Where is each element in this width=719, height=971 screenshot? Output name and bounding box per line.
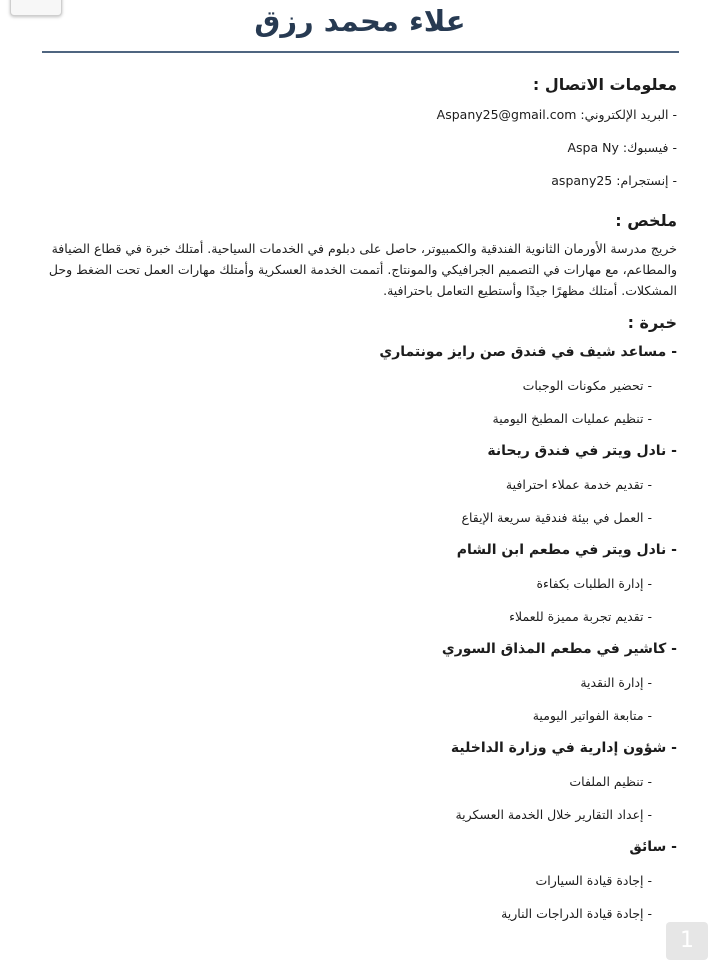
job-title: - شؤون إدارية في وزارة الداخلية (450, 740, 677, 756)
summary-heading: ملخص : (615, 211, 677, 230)
email-value[interactable]: Aspany25@gmail.com (436, 107, 577, 122)
email-label: - البريد الإلكتروني: (580, 107, 677, 122)
page-number-badge[interactable]: 1 (666, 922, 708, 960)
job-title: - كاشير في مطعم المذاق السوري (441, 641, 677, 657)
contact-facebook (42, 131, 677, 164)
job-task: - تقديم خدمة عملاء احترافية (505, 477, 652, 492)
job-task: - تقديم تجربة مميزة للعملاء (509, 609, 652, 624)
job-task: - متابعة الفواتير اليومية (532, 708, 652, 723)
job-task: - إدارة النقدية (580, 675, 652, 690)
job-title: - سائق (629, 839, 677, 855)
contact-instagram (42, 164, 677, 197)
job-task: - تحضير مكونات الوجبات (522, 378, 652, 393)
job-task: - تنظيم الملفات (569, 774, 652, 789)
contact-list (42, 98, 677, 197)
experience-heading: خبرة : (627, 313, 677, 332)
title-divider (42, 51, 679, 53)
job-task: - تنظيم عمليات المطبخ اليومية (492, 411, 652, 426)
instagram-label: - إنستجرام: (616, 173, 677, 188)
job-task: - إدارة الطلبات بكفاءة (536, 576, 652, 591)
contact-email (42, 98, 677, 131)
resume-body (42, 66, 677, 930)
job-task: - العمل في بيئة فندقية سريعة الإيقاع (461, 510, 652, 525)
job-task: - إجادة قيادة الدراجات النارية (501, 906, 652, 921)
job-title: - نادل ويتر في فندق ريحانة (487, 443, 677, 459)
experience-list (42, 336, 677, 930)
resume-name: علاء محمد رزق (254, 4, 466, 38)
job-title: - مساعد شيف في فندق صن رايز مونتماري (379, 344, 677, 360)
contact-heading: معلومات الاتصال : (532, 75, 677, 94)
job-title: - نادل ويتر في مطعم ابن الشام (456, 542, 677, 558)
facebook-label: - فيسبوك: (622, 140, 677, 155)
summary-text: خريج مدرسة الأورمان الثانوية الفندقية والكمبيوتر، حاصل على دبلوم في الخدمات السياحية. أمتلك خبرة في قطاع الضيافة والمطاعم، مع مهارات في التصميم الجرافيكي والمونتاج. أتممت الخدمة العسكرية وأمتلك مهارات العمل تحت الضغط وحل المشكلات. أمتلك مظهرًا جيدًا وأستطيع التعامل باحترافية. (48, 241, 677, 298)
job-task: - إجادة قيادة السيارات (535, 873, 652, 888)
instagram-value: aspany25 (551, 173, 613, 188)
facebook-value: Aspa Ny (567, 140, 619, 155)
job-task: - إعداد التقارير خلال الخدمة العسكرية (455, 807, 652, 822)
